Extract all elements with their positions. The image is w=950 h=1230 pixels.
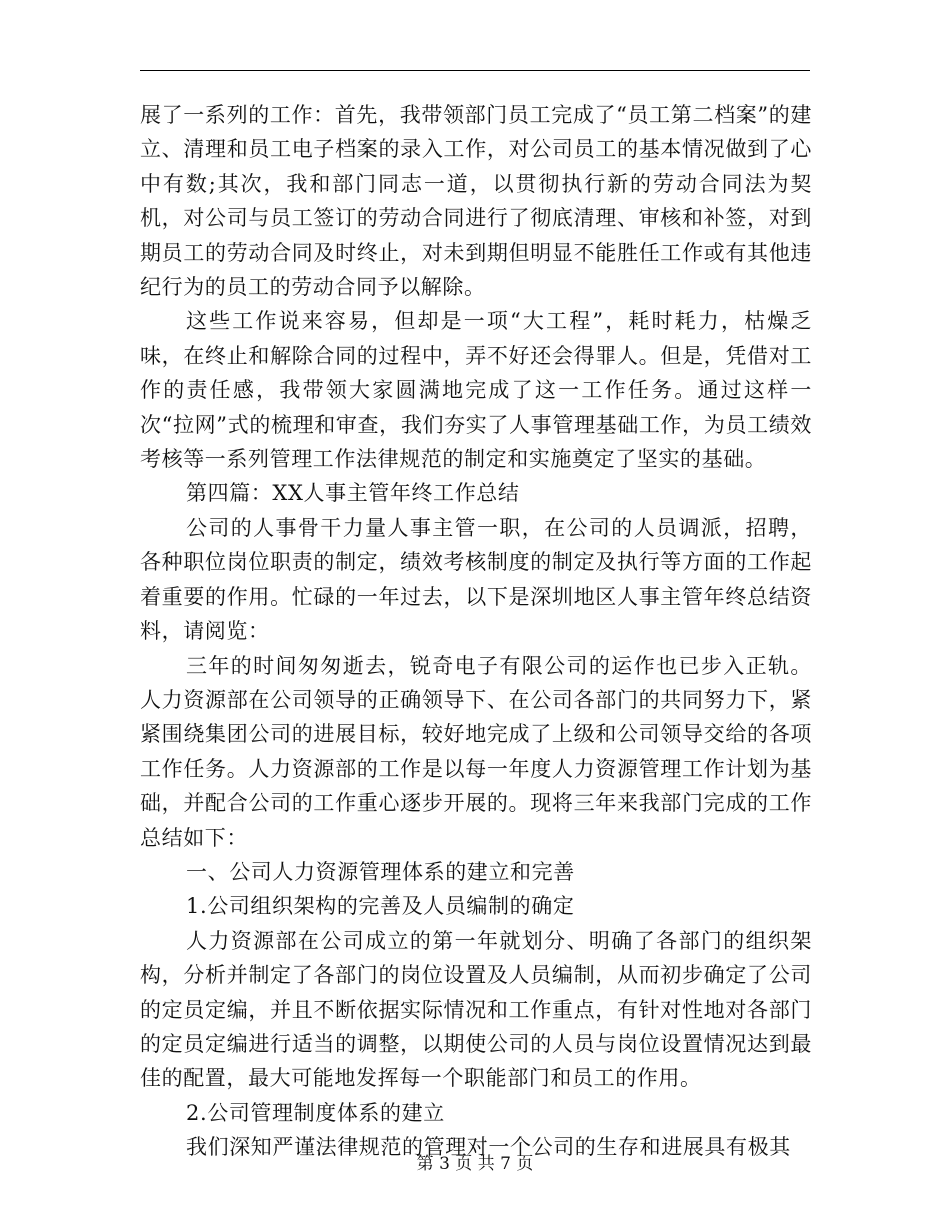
paragraph: 这些工作说来容易，但却是一项“大工程”，耗时耗力，枯燥乏味，在终止和解除合同的过程中，弄不好还会得罪人。但是，凭借对工作的责任感，我带领大家圆满地完成了这一工作任务。通过这样一次“拉网”式的梳理和审查，我们夯实了人事管理基础工作，为员工绩效考核等一系列管理工作法律规范的制定和实施奠定了坚实的基础。 [140,309,812,472]
section-heading: 一、公司人力资源管理体系的建立和完善 [186,859,575,884]
paragraph: 展了一系列的工作：首先，我带领部门员工完成了“员工第二档案”的建立、清理和员工电子档案的录入工作，对公司员工的基本情况做到了心中有数;其次，我和部门同志一道，以贯彻执行新的劳动合同法为契机，对公司与员工签订的劳动合同进行了彻底清理、审核和补签，对到期员工的劳动合同及时终止，对未到期但明显不能胜任工作或有其他违纪行为的员工的劳动合同予以解除。 [140,103,812,300]
document-body [140,98,812,1165]
paragraph: 公司的人事骨干力量人事主管一职，在公司的人员调派，招聘，各种职位岗位职责的制定，绩效考核制度的制定及执行等方面的工作起着重要的作用。忙碌的一年过去，以下是深圳地区人事主管年终总结资料，请阅览： [140,515,812,644]
paragraph: 三年的时间匆匆逝去，锐奇电子有限公司的运作也已步入正轨。人力资源部在公司领导的正确领导下、在公司各部门的共同努力下，紧紧围绕集团公司的进展目标，较好地完成了上级和公司领导交给的各项工作任务。人力资源部的工作是以每一年度人力资源管理工作计划为基础，并配合公司的工作重心逐步开展的。现将三年来我部门完成的工作总结如下： [140,653,812,850]
section-heading: 第四篇：XX人事主管年终工作总结 [186,481,520,506]
paragraph: 人力资源部在公司成立的第一年就划分、明确了各部门的组织架构，分析并制定了各部门的岗位设置及人员编制，从而初步确定了公司的定员定编，并且不断依据实际情况和工作重点，有针对性地对各部门的定员定编进行适当的调整，以期使公司的人员与岗位设置情况达到最佳的配置，最大可能地发挥每一个职能部门和员工的作用。 [140,928,812,1091]
subsection-heading: 2.公司管理制度体系的建立 [186,1100,445,1125]
subsection-heading: 1.公司组织架构的完善及人员编制的确定 [186,894,575,919]
header-rule [140,70,810,71]
page-number-footer: 第 3 页 共 7 页 [416,1154,534,1174]
paragraph: 我们深知严谨法律规范的管理对一个公司的生存和进展具有极其 [186,1135,791,1160]
